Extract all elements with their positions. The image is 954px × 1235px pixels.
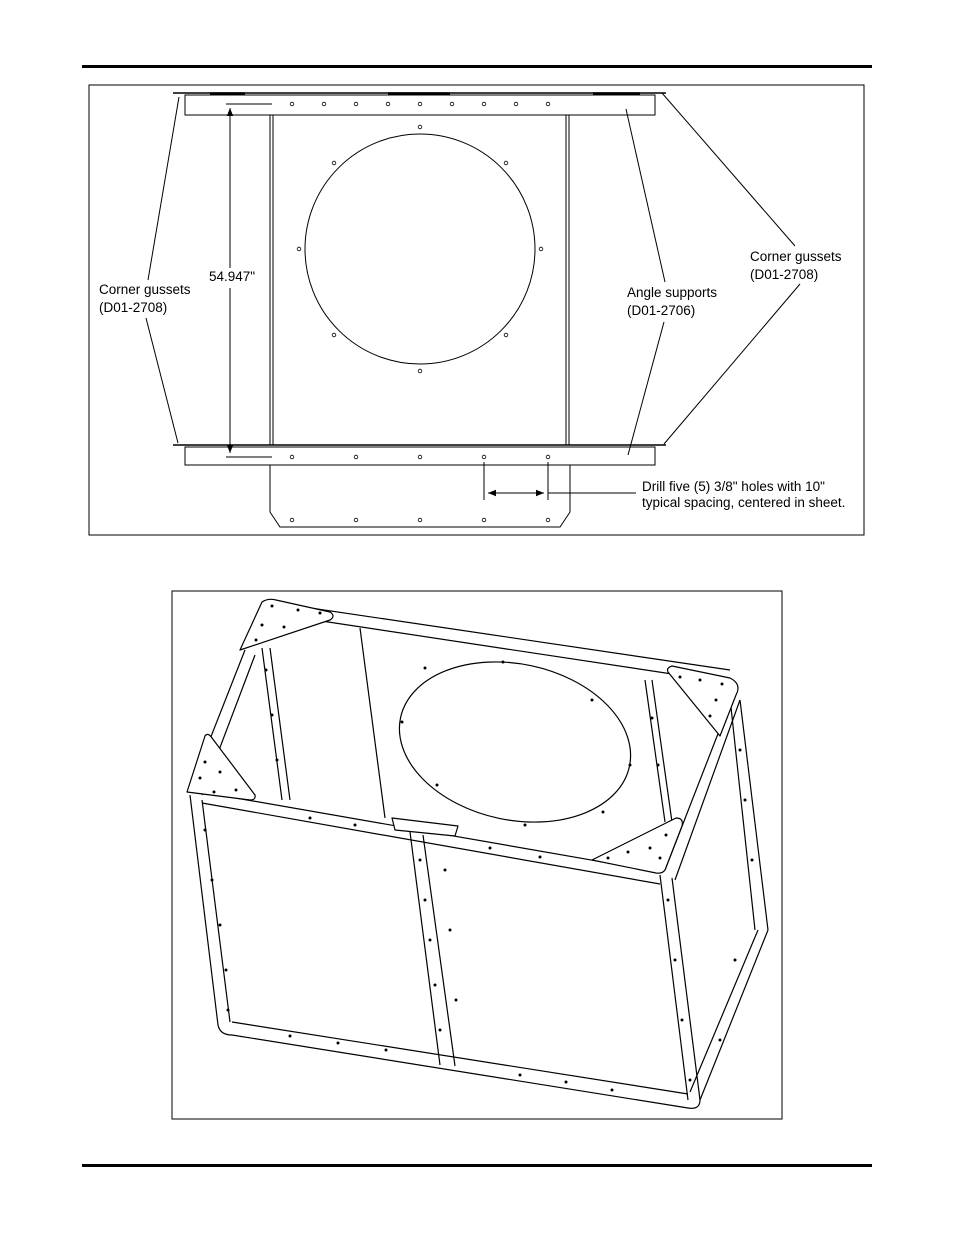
iso-corner-gussets: [187, 599, 738, 873]
left-gusset-leaders: [146, 97, 179, 443]
iso-fan-opening: [384, 641, 645, 842]
left-gusset-label-line2: (D01-2708): [99, 300, 168, 315]
drill-note-line1: Drill five (5) 3/8" holes with 10": [642, 479, 825, 494]
top-view-diagram: [89, 85, 864, 535]
drill-note-line2: typical spacing, centered in sheet.: [642, 495, 846, 510]
lower-sheet-holes: [290, 518, 550, 522]
bottom-support-holes: [290, 455, 550, 459]
top-support-holes: [290, 102, 550, 106]
left-gusset-label-line1: Corner gussets: [99, 282, 191, 297]
right-gusset-label-line2: (D01-2708): [750, 267, 819, 282]
fan-bolt-holes: [297, 125, 543, 373]
isometric-view-diagram: [172, 591, 782, 1119]
fan-opening-circle: [305, 134, 535, 364]
angle-support-label-line1: Angle supports: [627, 285, 718, 300]
height-dimension-label: 54.947": [209, 269, 256, 284]
angle-support-leaders: [626, 109, 665, 455]
footer-rule: [82, 1164, 872, 1167]
angle-support-label-line2: (D01-2706): [627, 303, 696, 318]
top-view-frame: [89, 85, 864, 535]
right-gusset-label-line1: Corner gussets: [750, 249, 842, 264]
drill-spacing-dimension: [484, 462, 636, 500]
lower-sheet: [270, 465, 570, 527]
panel-outline: [270, 115, 569, 445]
